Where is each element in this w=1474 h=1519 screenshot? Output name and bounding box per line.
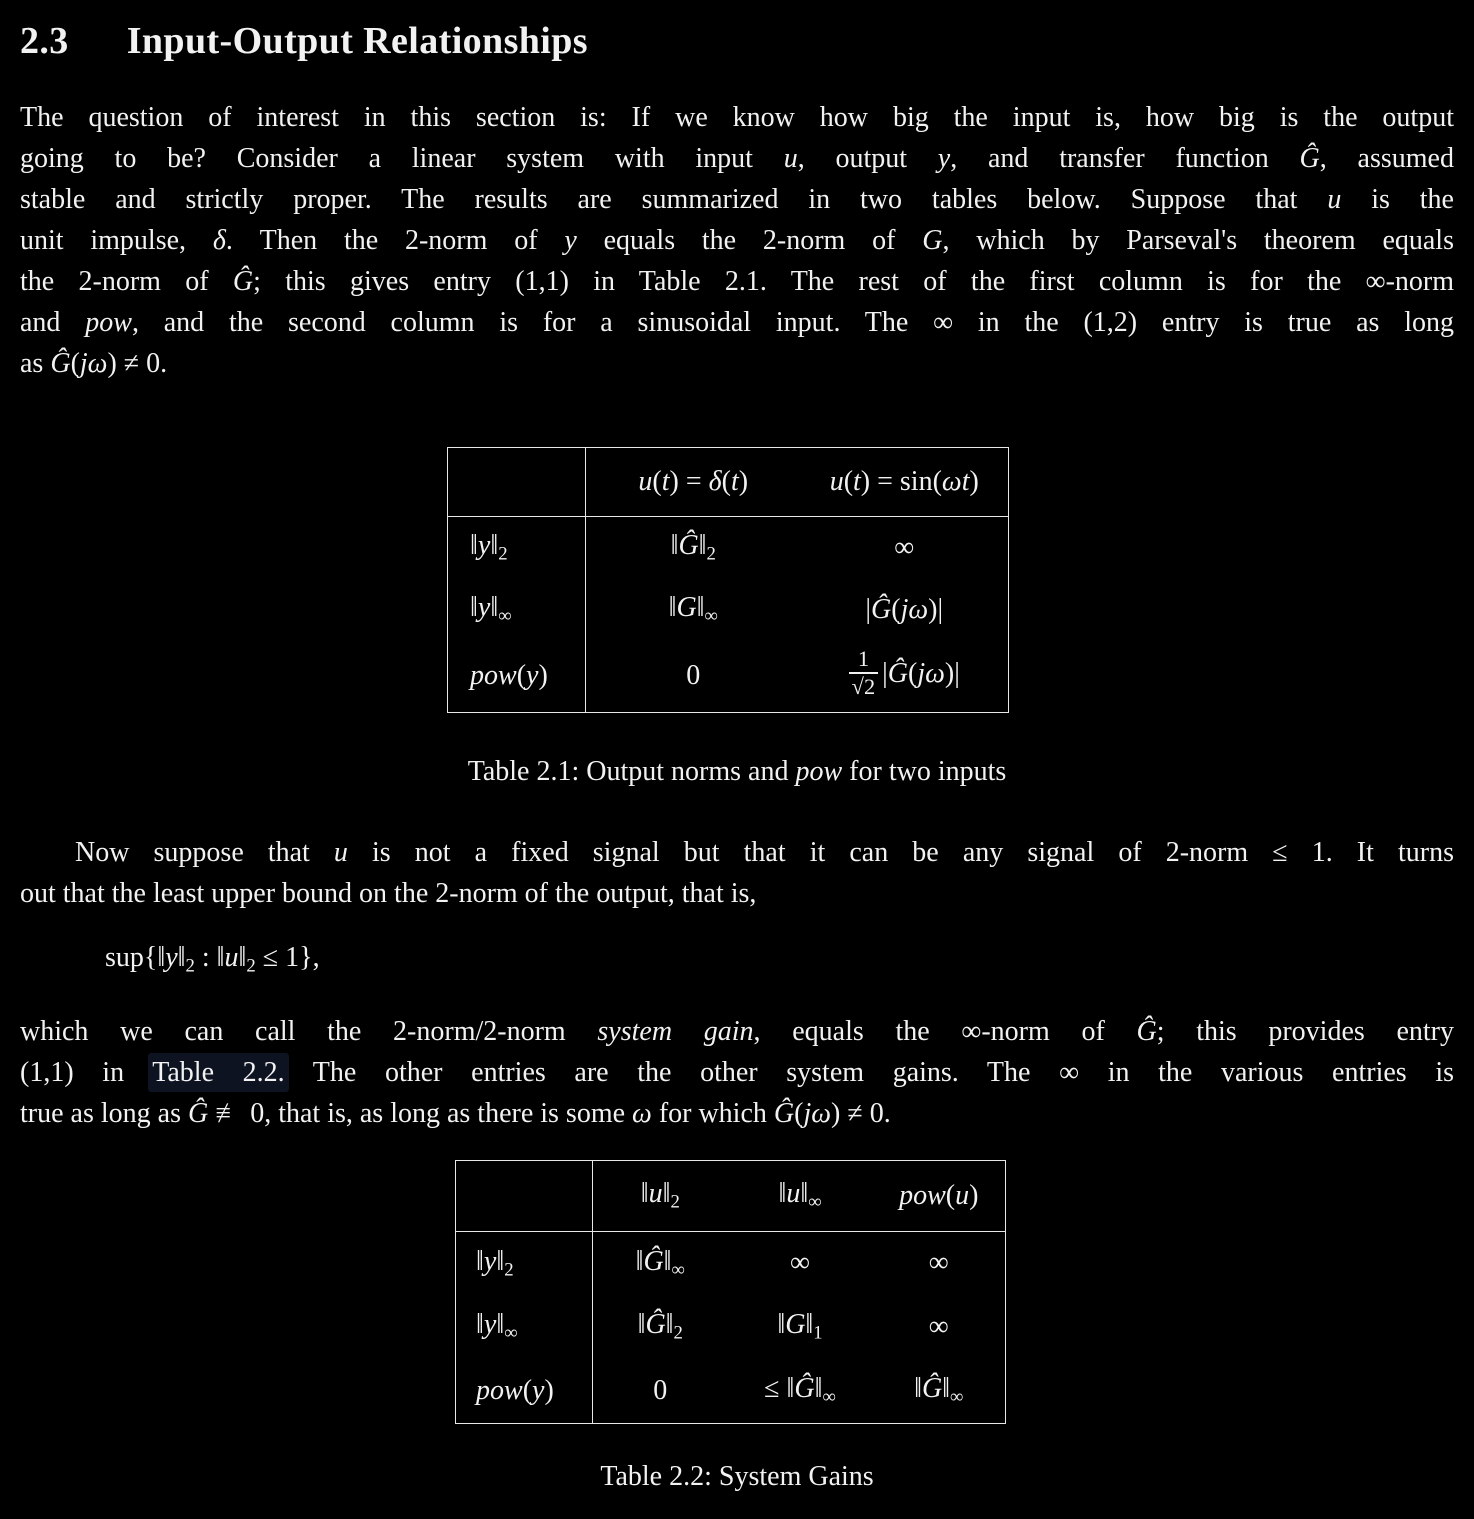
table-cell: $\frac{1}{√2}$ |Ĝ(jω)| — [801, 641, 1009, 713]
table-row — [448, 641, 1009, 713]
table-2-1 — [447, 447, 1009, 713]
table-row — [456, 1295, 1006, 1359]
table-cell: $‖G‖_1$ — [777, 1309, 823, 1344]
display-formula: $sup\{‖y‖_2$ : $‖u‖_2 \le 1$}, — [105, 942, 320, 977]
header-cell: $‖u‖_2$ — [593, 1160, 728, 1231]
row-label: $‖y‖_\infty$ — [448, 579, 586, 641]
paragraph-3 — [20, 1011, 1454, 1134]
text-line: out that the least upper bound on the 2-norm of the output, that is, — [20, 878, 757, 909]
table-cell: 0 — [686, 660, 701, 692]
table-cell: 0 — [653, 1374, 668, 1406]
text-line: The question of interest in this section is: If we know how big the input is, how big is the output — [20, 102, 1454, 133]
row-label: pow(y) — [448, 641, 586, 713]
paragraph-2 — [20, 832, 1454, 914]
text-line: true as long as Ĝ ≢ 0, that is, as long as there is some ω for which Ĝ(jω) ≠ 0. — [20, 1097, 891, 1129]
row-label: $‖y‖_2$ — [456, 1231, 593, 1295]
text-line: going to be? Consider a linear system with input u, output y, and transfer function Ĝ, assumed — [20, 143, 1454, 174]
table-2-2-caption: Table 2.2: System Gains — [600, 1460, 874, 1492]
table-row — [448, 579, 1009, 641]
text-line: and pow, and the second column is for a sinusoidal input. The ∞ in the (1,2) entry is true as long — [20, 307, 1454, 338]
text-line: the 2-norm of Ĝ; this gives entry (1,1) in Table 2.1. The rest of the first column is for the ∞-norm — [20, 266, 1454, 297]
table-cell: ∞ — [928, 1247, 949, 1279]
table-cell: |Ĝ(jω)| — [865, 593, 944, 625]
table-cell: ∞ — [894, 531, 915, 563]
section-title: Input-Output Relationships — [126, 20, 588, 62]
table-cell: ∞ — [790, 1247, 810, 1279]
paragraph-intro — [20, 97, 1454, 384]
table-cell: $‖Ĝ‖_2$ — [670, 529, 716, 565]
text-line: Now suppose that u is not a fixed signal but that it can be any signal of 2-norm ≤ 1. It turns — [75, 837, 1454, 868]
table-cell: ∞ — [928, 1311, 949, 1343]
text-line: (1,1) in Table 2.2. The other entries are the other system gains. The ∞ in the various entries is — [20, 1056, 1455, 1088]
row-label: $‖y‖_\infty$ — [456, 1295, 593, 1359]
fraction: $\frac{1}{√2}$ — [849, 646, 878, 700]
table-cell: $‖Ĝ‖_\infty$ — [635, 1245, 685, 1281]
section-heading — [20, 18, 1454, 64]
header-cell: u(t) = δ(t) — [586, 448, 801, 517]
table-row — [456, 1231, 1006, 1295]
corner-cell — [448, 448, 586, 517]
table-2-1-header-row — [448, 448, 1009, 517]
header-cell: u(t) = sin(ωt) — [801, 448, 1009, 517]
table-cell: $‖Ĝ‖_2$ — [637, 1309, 683, 1344]
section-number: 2.3 — [20, 20, 69, 62]
row-label: $‖y‖_2$ — [448, 517, 586, 579]
table-cell: ≤ $‖Ĝ‖_\infty$ — [764, 1373, 836, 1408]
table-2-2-header-row — [456, 1160, 1006, 1231]
text-line: unit impulse, δ. Then the 2-norm of y equals the 2-norm of G, which by Parseval's theorem equals — [20, 225, 1454, 256]
text-line: as Ĝ(jω) ≠ 0. — [20, 348, 168, 379]
table-row — [456, 1359, 1006, 1423]
table-cell: $‖Ĝ‖_\infty$ — [914, 1373, 964, 1408]
table-cell: $‖G‖_\infty$ — [668, 591, 718, 627]
corner-cell — [456, 1160, 593, 1231]
text-line: which we can call the 2-norm/2-norm system gain, equals the ∞-norm of Ĝ; this provides entry — [20, 1015, 1455, 1047]
row-label: pow(y) — [456, 1359, 593, 1423]
table-2-1-caption: Table 2.1: Output norms and pow for two inputs — [467, 756, 1007, 787]
header-cell: pow(u) — [873, 1160, 1006, 1231]
header-cell: $‖u‖_\infty$ — [728, 1160, 873, 1231]
table-row — [448, 517, 1009, 579]
table-2-2 — [455, 1160, 1006, 1424]
table-2-2-link[interactable]: Table 2.2. — [152, 1056, 285, 1088]
text-line: stable and strictly proper. The results are summarized in two tables below. Suppose that u is the — [20, 184, 1454, 215]
